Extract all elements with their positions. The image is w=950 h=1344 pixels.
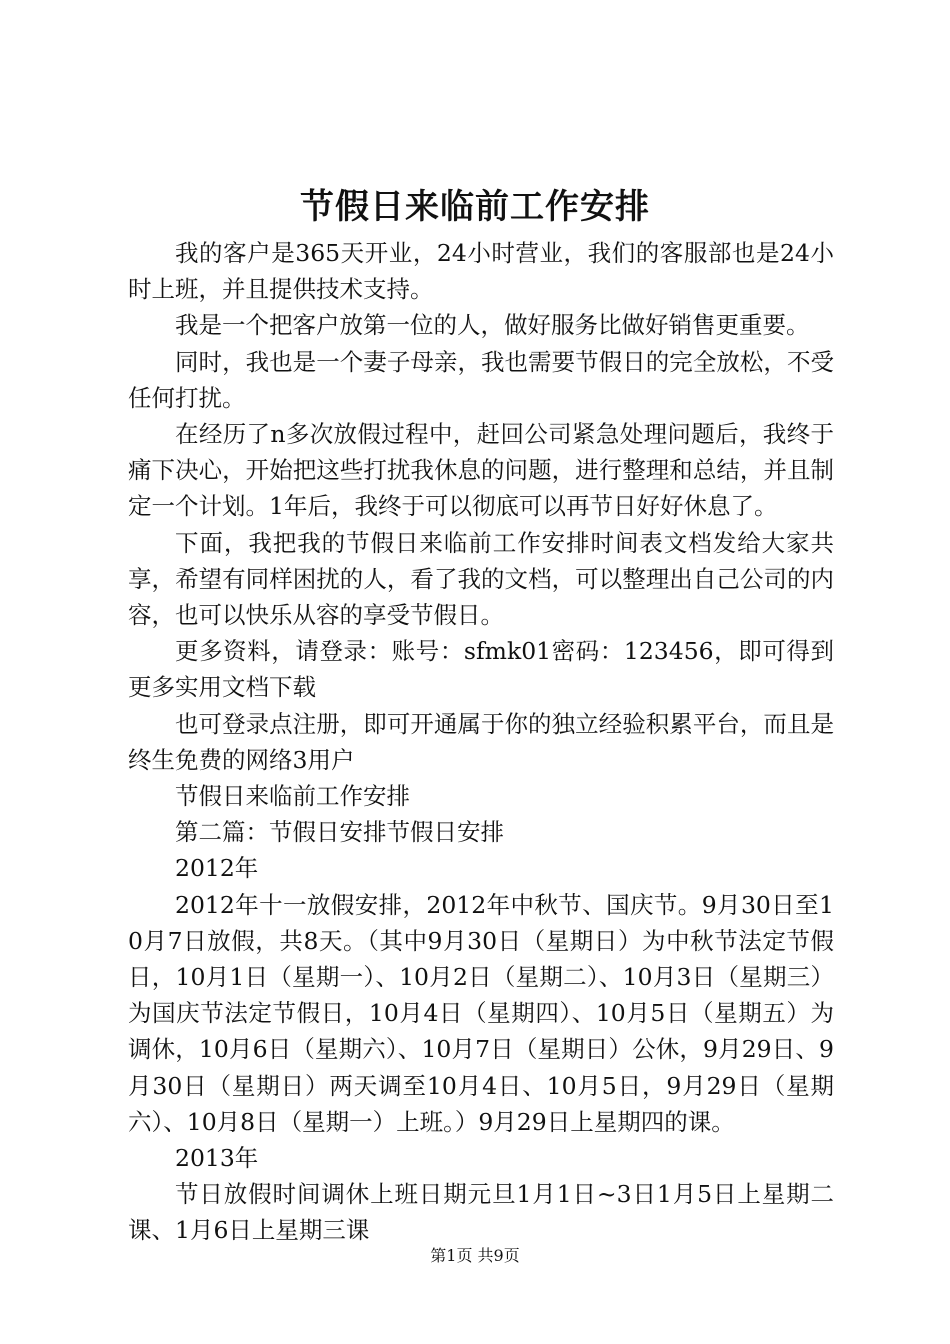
page-footer: 第1页 共9页: [430, 1246, 520, 1265]
paragraph-plan-summary: 在经历了n多次放假过程中，赶回公司紧急处理问题后，我终于痛下决心，开始把这些打扰我休息的问题，进行整理和总结，并且制定一个计划。1年后，我终于可以彻底可以再节日好好休息了。: [128, 420, 834, 521]
paragraph-register-info: 也可登录点注册，即可开通属于你的独立经验积累平台，而且是终生免费的网络3用户: [128, 709, 834, 774]
document-body: [128, 235, 834, 1249]
paragraph-section-title: 节假日来临前工作安排: [175, 782, 410, 811]
paragraph-2012-holiday-details: 2012年十一放假安排，2012年中秋节、国庆节。9月30日至10月7日放假，共8天。（其中9月30日（星期日）为中秋节法定节假日，10月1日（星期一）、10月2日（星期二）、10月3日（星期三）为国庆节法定节假日，10月4日（星期四）、10月5日（星期五）为调休，10月6日（星期六）、10月7日（星期日）公休，9月29日、9月30日（星期日）两天调至10月4日、10月5日，9月29日（星期六）、10月8日（星期一）上班。）9月29日上星期四的课。: [128, 890, 834, 1136]
page-title: 节假日来临前工作安排: [300, 187, 650, 227]
paragraph-customer-first: 我是一个把客户放第一位的人，做好服务比做好销售更重要。: [175, 311, 810, 340]
paragraph-2013-holiday-details: 节日放假时间调休上班日期元旦1月1日~3日1月5日上星期二课、1月6日上星期三课: [128, 1180, 834, 1245]
paragraph-chapter-two: 第二篇：节假日安排节假日安排: [175, 818, 504, 847]
paragraph-need-rest: 同时，我也是一个妻子母亲，我也需要节假日的完全放松，不受任何打扰。: [128, 347, 834, 412]
paragraph-year-2013: 2013年: [175, 1144, 259, 1173]
paragraph-share-schedule: 下面，我把我的节假日来临前工作安排时间表文档发给大家共享，希望有同样困扰的人，看了我的文档，可以整理出自己公司的内容，也可以快乐从容的享受节假日。: [128, 528, 834, 630]
paragraph-intro-support: 我的客户是365天开业，24小时营业，我们的客服部也是24小时上班，并且提供技术支持。: [128, 239, 834, 304]
paragraph-login-info: 更多资料，请登录：账号：sfmk01密码：123456，即可得到更多实用文档下载: [128, 637, 834, 702]
paragraph-year-2012: 2012年: [175, 854, 259, 883]
